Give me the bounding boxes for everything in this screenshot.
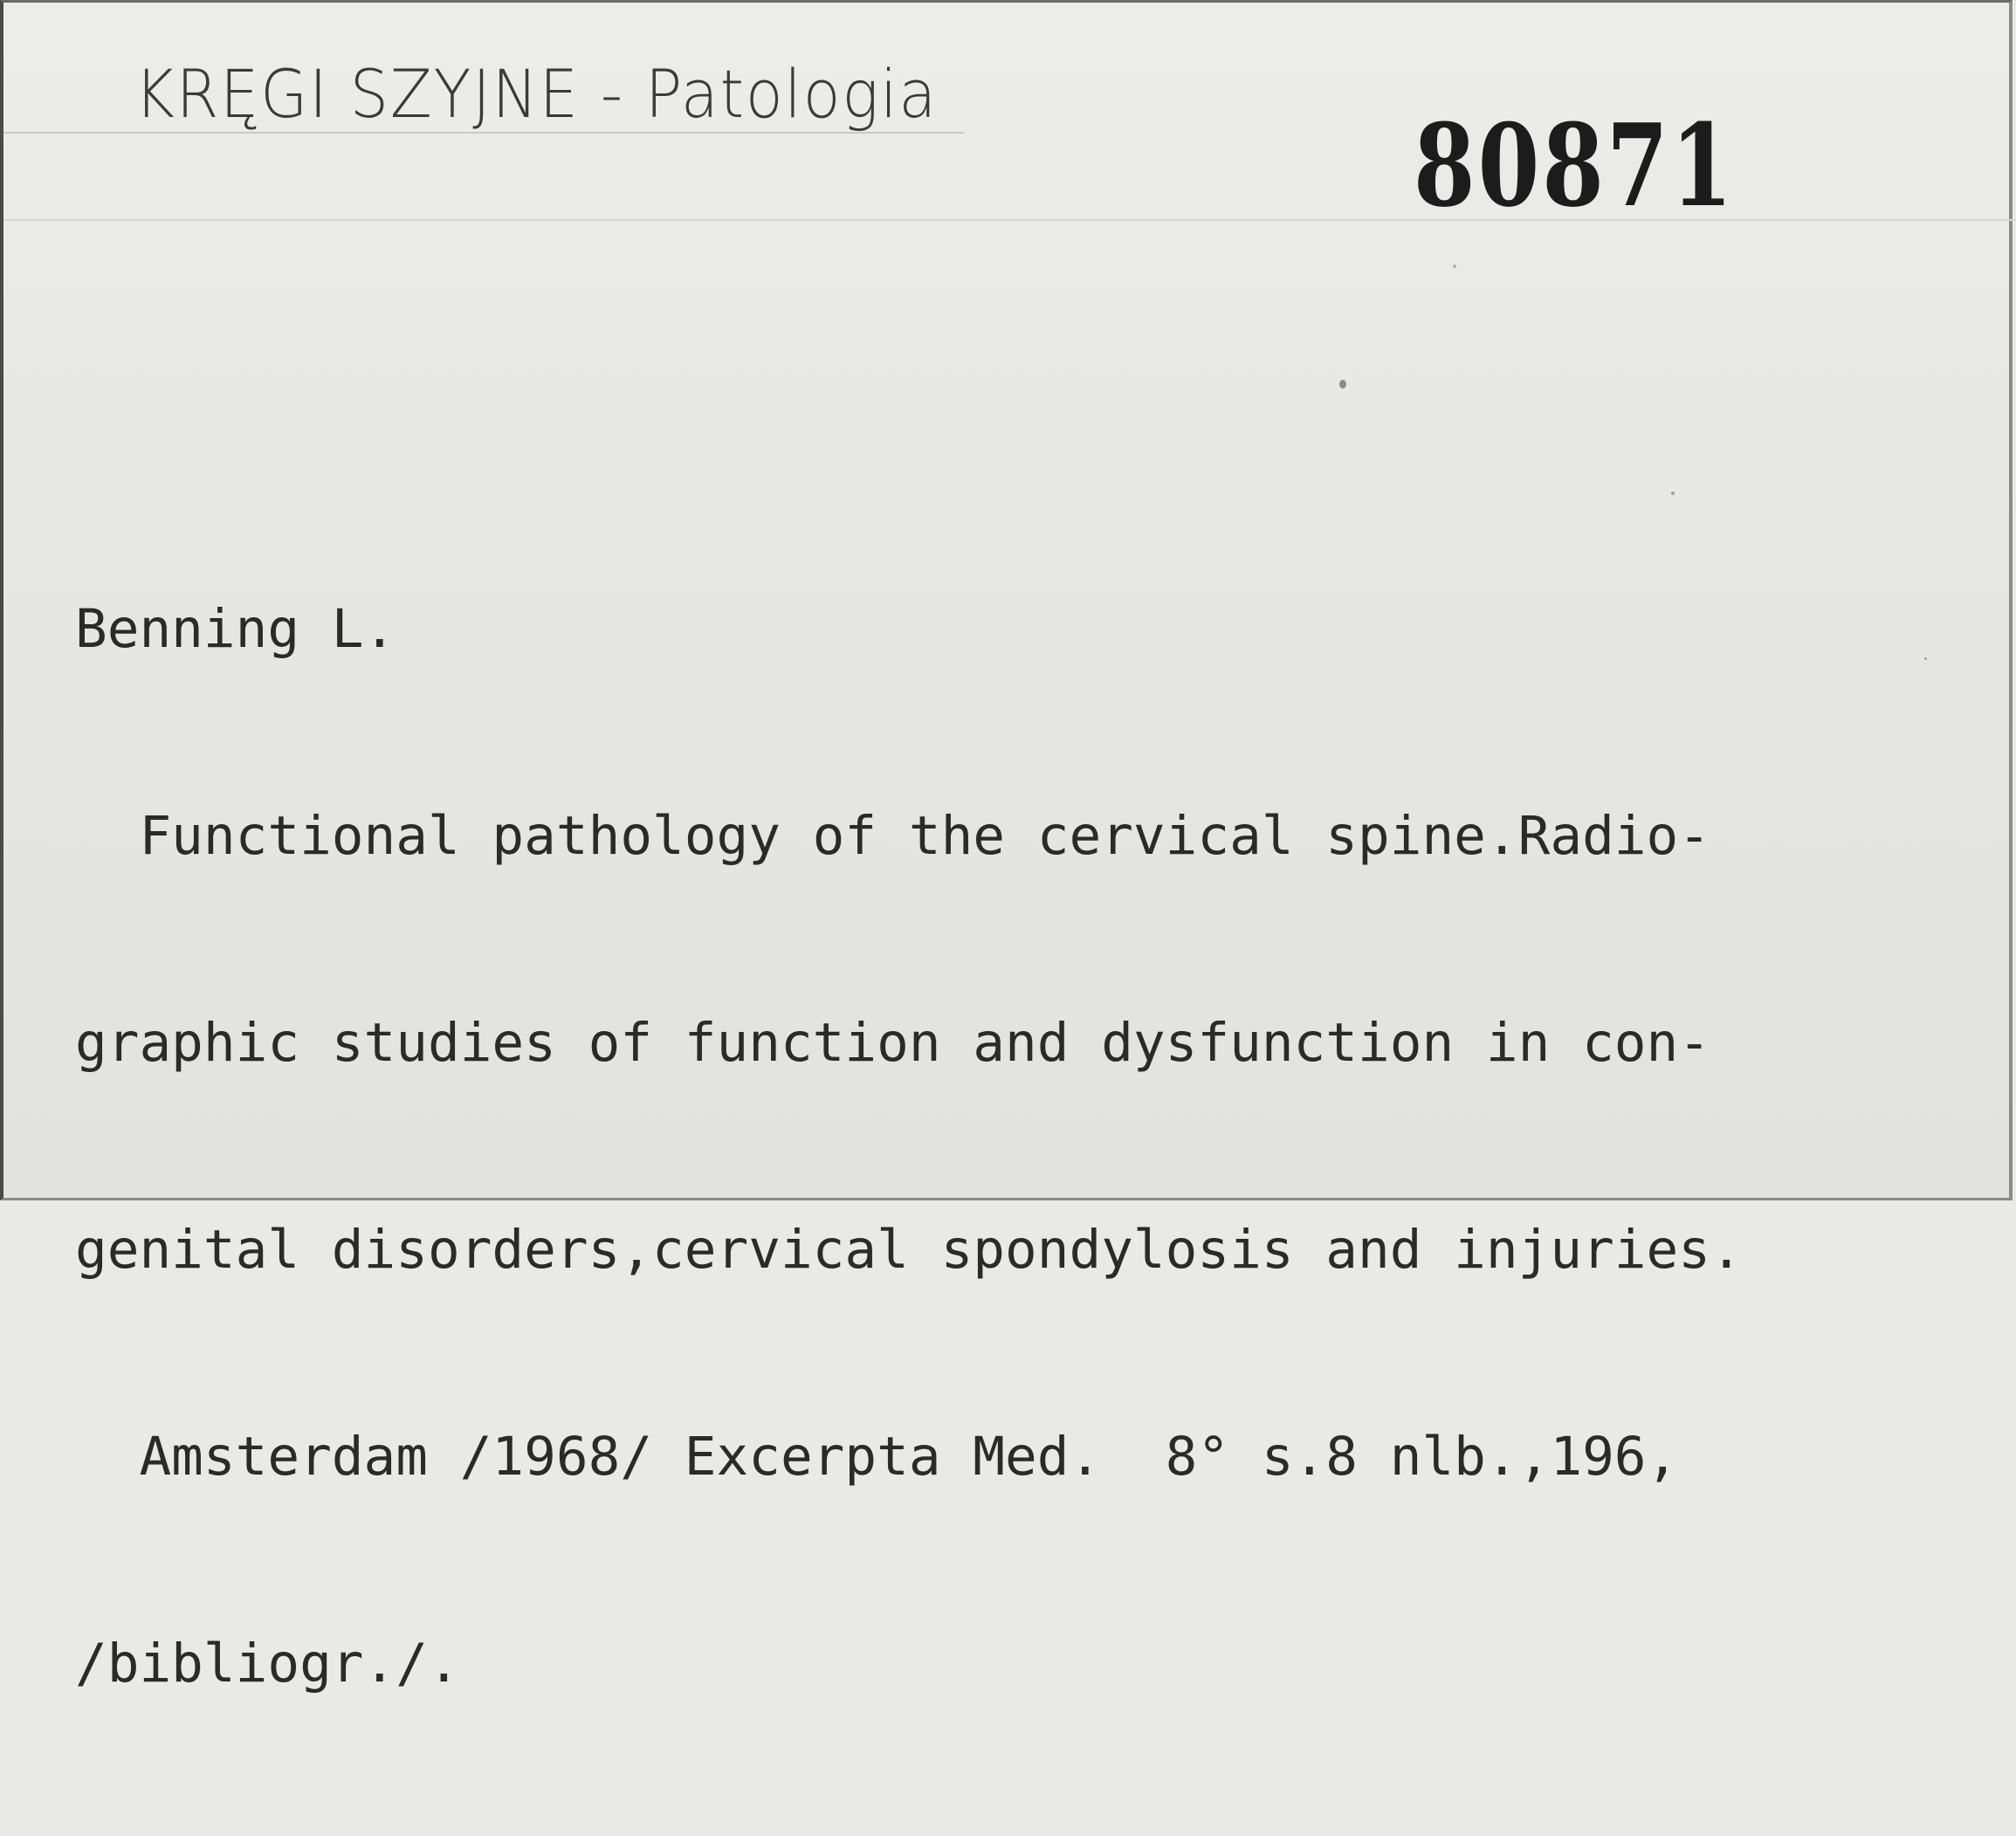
paper-speck — [1339, 380, 1346, 389]
entry-line: graphic studies of function and dysfunction in con- — [75, 1012, 1710, 1074]
entry-line: genital disorders,cervical spondylosis and injuries. — [75, 1219, 1743, 1281]
paper-speck — [1453, 265, 1456, 268]
card-number: 80871 — [1414, 99, 1736, 232]
entry-line: Benning L. — [75, 598, 396, 660]
entry-line: Amsterdam /1968/ Excerpta Med. 8° s.8 nlb.,196, — [75, 1426, 1679, 1488]
bibliographic-entry — [75, 457, 1743, 1836]
entry-line: /bibliogr./. — [75, 1633, 460, 1695]
paper-speck — [1671, 492, 1675, 495]
entry-line: Functional pathology of the cervical spine.Radio- — [75, 805, 1710, 867]
subject-heading: KRĘGI SZYJNE - Patologia — [134, 55, 939, 133]
paper-speck — [1924, 657, 1927, 660]
